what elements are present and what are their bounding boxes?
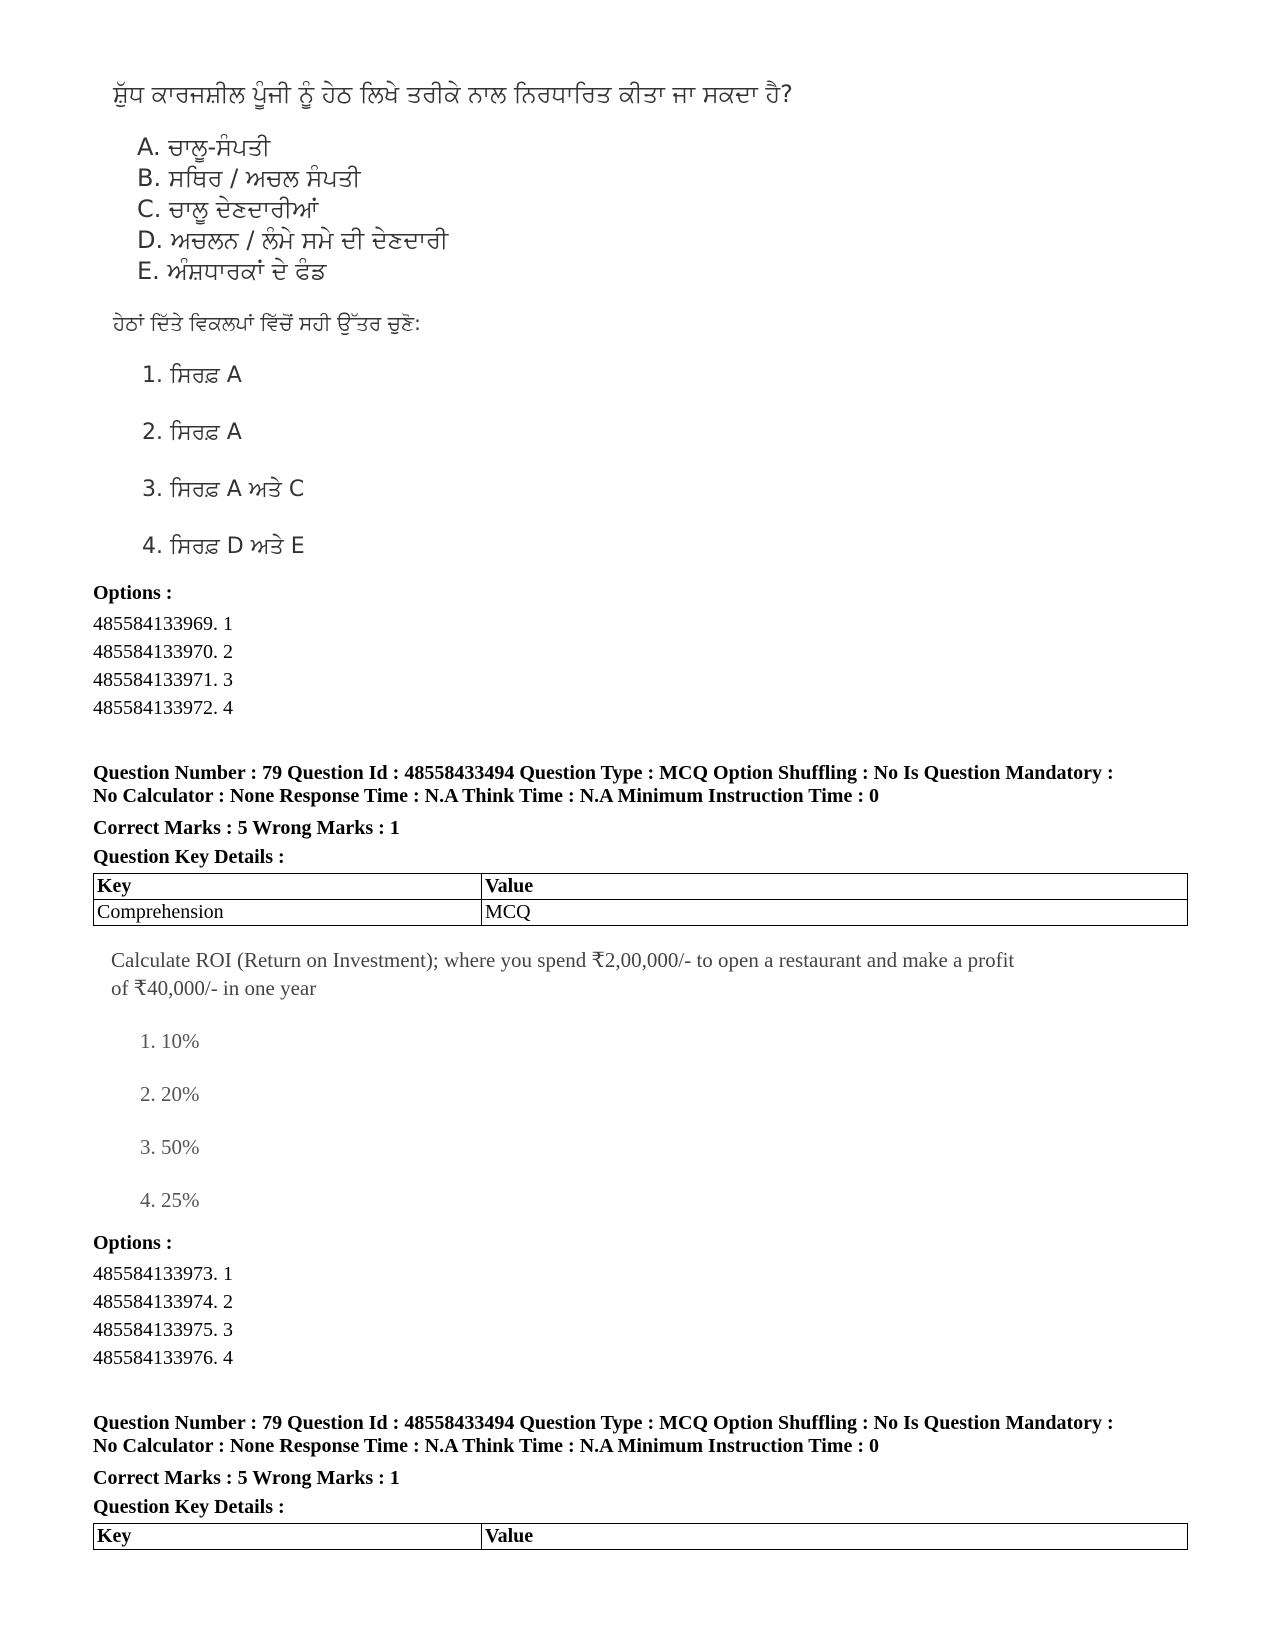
table-cell-value: MCQ (482, 900, 1188, 926)
question-meta-line: No Calculator : None Response Time : N.A Think Time : N.A Minimum Instruction Time : 0 (93, 785, 879, 807)
answer-choice: 4. ਸਿਰਫ਼ D ਅਤੇ E (142, 534, 305, 559)
table-header-key: Key (94, 874, 482, 900)
question-text-line: Calculate ROI (Return on Investment); where you spend ₹2,00,000/- to open a restaurant and make a profit (111, 948, 1015, 972)
answer-choice: 3. ਸਿਰਫ਼ A ਅਤੇ C (142, 477, 305, 502)
option-item: 485584133975. 3 (93, 1319, 233, 1341)
option-item: 485584133971. 3 (93, 669, 233, 691)
options-label: Options : (93, 1232, 173, 1254)
table-cell-key: Comprehension (94, 900, 482, 926)
key-details-table (93, 873, 1188, 926)
option-item: 485584133973. 1 (93, 1263, 233, 1285)
answer-choice: 1. 10% (140, 1029, 200, 1053)
key-details-label: Question Key Details : (93, 846, 285, 868)
question-text (111, 946, 1014, 1002)
option-item: 485584133970. 2 (93, 641, 233, 663)
question-meta-line: No Calculator : None Response Time : N.A Think Time : N.A Minimum Instruction Time : 0 (93, 1435, 879, 1457)
question-meta-line: Question Number : 79 Question Id : 48558433494 Question Type : MCQ Option Shuffling : No Is Question Mandatory : (93, 1412, 1114, 1434)
answer-choice: 2. 20% (140, 1082, 200, 1106)
instruction-text: ਹੇਠਾਂ ਦਿੱਤੇ ਵਿਕਲਪਾਂ ਵਿੱਚੋਂ ਸਹੀ ਉੱਤਰ ਚੁਣੋ: (113, 311, 421, 335)
option-item: 485584133976. 4 (93, 1347, 233, 1369)
table-row (94, 900, 1188, 926)
table-header-row (94, 874, 1188, 900)
key-details-label: Question Key Details : (93, 1496, 285, 1518)
statement-list (137, 132, 448, 287)
options-list (93, 1260, 233, 1372)
option-item: 485584133969. 1 (93, 613, 233, 635)
table-header-value: Value (482, 874, 1188, 900)
question-text: ਸ਼ੁੱਧ ਕਾਰਜਸ਼ੀਲ ਪੂੰਜੀ ਨੂੰ ਹੇਠ ਲਿਖੇ ਤਰੀਕੇ ਨਾਲ ਨਿਰਧਾਰਿਤ ਕੀਤਾ ਜਾ ਸਕਦਾ ਹੈ? (113, 80, 793, 108)
table-header-row (94, 1524, 1188, 1550)
answer-choice: 2. ਸਿਰਫ਼ A (142, 420, 242, 445)
key-details-table (93, 1523, 1188, 1550)
marks-line: Correct Marks : 5 Wrong Marks : 1 (93, 1467, 400, 1489)
marks-line: Correct Marks : 5 Wrong Marks : 1 (93, 817, 400, 839)
question-meta (93, 762, 1114, 808)
table-header-value: Value (482, 1524, 1188, 1550)
options-label: Options : (93, 582, 173, 604)
statement-item: D. ਅਚਲਨ / ਲੰਮੇ ਸਮੇ ਦੀ ਦੇਣਦਾਰੀ (137, 226, 449, 254)
question-meta (93, 1412, 1114, 1458)
option-item: 485584133974. 2 (93, 1291, 233, 1313)
question-text-line: of ₹40,000/- in one year (111, 976, 317, 1000)
statement-item: A. ਚਾਲੂ-ਸੰਪਤੀ (137, 133, 271, 161)
question-meta-line: Question Number : 79 Question Id : 48558433494 Question Type : MCQ Option Shuffling : No Is Question Mandatory : (93, 762, 1114, 784)
answer-choice: 1. ਸਿਰਫ਼ A (142, 363, 242, 388)
answer-choice: 3. 50% (140, 1135, 200, 1159)
options-list (93, 610, 233, 722)
option-item: 485584133972. 4 (93, 697, 233, 719)
table-header-key: Key (94, 1524, 482, 1550)
statement-item: E. ਅੰਸ਼ਧਾਰਕਾਂ ਦੇ ਫੰਡ (137, 257, 327, 285)
answer-choice: 4. 25% (140, 1188, 200, 1212)
statement-item: C. ਚਾਲੂ ਦੇਣਦਾਰੀਆਂ (137, 195, 319, 223)
statement-item: B. ਸਥਿਰ / ਅਚਲ ਸੰਪਤੀ (137, 164, 361, 192)
